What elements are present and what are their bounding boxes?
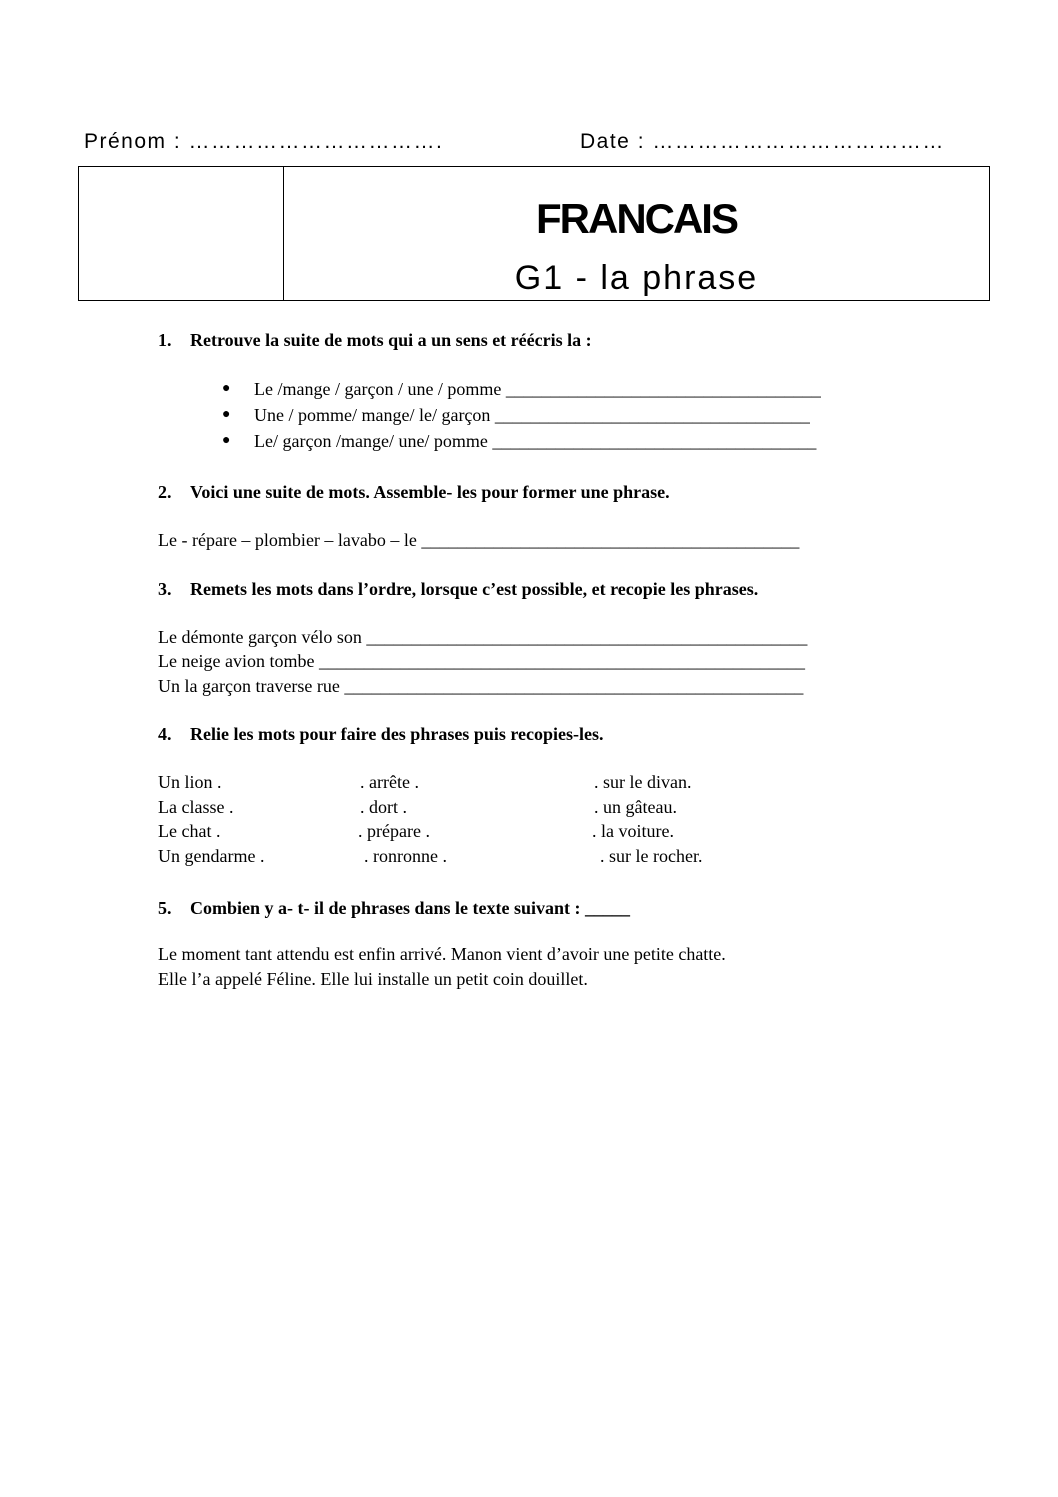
question-4-title — [158, 720, 958, 748]
bullet-icon: ● — [222, 407, 231, 422]
list-item — [158, 376, 958, 402]
list-item-text: Le /mange / garçon / une / pomme ___________________________________ — [254, 379, 821, 399]
question-text: Combien y a- t- il de phrases dans le texte suivant : _____ — [190, 898, 630, 918]
date-field: Date : ………………………………… — [580, 130, 945, 153]
question-5-text-line: Elle l’a appelé Féline. Elle lui installe un petit coin douillet. — [158, 968, 588, 989]
subject-cell: La classe . — [158, 796, 234, 817]
table-row — [158, 795, 958, 820]
table-row — [158, 844, 958, 869]
question-text: Remets les mots dans l’ordre, lorsque c’est possible, et recopie les phrases. — [190, 578, 759, 599]
list-item — [158, 428, 958, 454]
bullet-icon: ● — [222, 433, 231, 448]
complement-cell: . sur le rocher. — [600, 845, 703, 866]
question-number: 1. — [158, 330, 172, 350]
subject-cell: Le chat . — [158, 821, 221, 841]
question-number: 4. — [158, 724, 172, 744]
verb-cell: . prépare . — [358, 821, 430, 841]
verb-cell: . dort . — [360, 796, 407, 817]
question-3-line: Le démonte garçon vélo son _________________________________________________ — [158, 626, 808, 647]
lesson-title: G1 - la phrase — [514, 259, 759, 297]
prenom-field: Prénom : ……………………………. — [84, 130, 444, 153]
list-item — [158, 402, 958, 428]
subject-cell: Un gendarme . — [158, 845, 265, 866]
list-item-text: Une / pomme/ mange/ le/ garçon ___________________________________ — [254, 405, 810, 425]
title-box — [78, 166, 990, 301]
question-5-text-line: Le moment tant attendu est enfin arrivé. Manon vient d’avoir une petite chatte. — [158, 944, 726, 964]
complement-cell: . un gâteau. — [594, 796, 677, 817]
table-row — [158, 770, 958, 795]
header — [84, 130, 994, 160]
question-2-line: Le - répare – plombier – lavabo – le __________________________________________ — [158, 530, 800, 550]
question-number: 2. — [158, 482, 172, 502]
bullet-icon: ● — [222, 381, 231, 396]
verb-cell: . ronronne . — [364, 845, 447, 866]
question-number: 5. — [158, 898, 172, 918]
matching-table — [158, 770, 958, 868]
title-box-left-cell — [79, 167, 284, 300]
question-text: Relie les mots pour faire des phrases puis recopies-les. — [190, 724, 604, 744]
table-row — [158, 819, 958, 844]
question-3-line: Un la garçon traverse rue ___________________________________________________ — [158, 675, 804, 696]
question-2-title — [158, 478, 958, 506]
exercises — [158, 326, 958, 991]
verb-cell: . arrête . — [360, 772, 419, 792]
question-3-title — [158, 575, 958, 603]
question-number: 3. — [158, 578, 172, 599]
question-3-line: Le neige avion tombe ______________________________________________________ — [158, 651, 805, 671]
question-text: Retrouve la suite de mots qui a un sens et réécris la : — [190, 330, 592, 350]
subject-title: FRANCAIS — [536, 195, 737, 242]
question-1-list — [158, 376, 958, 454]
complement-cell: . sur le divan. — [594, 772, 692, 792]
question-text: Voici une suite de mots. Assemble- les pour former une phrase. — [190, 482, 670, 502]
question-1-title — [158, 326, 958, 354]
subject-cell: Un lion . — [158, 772, 222, 792]
complement-cell: . la voiture. — [592, 821, 674, 841]
list-item-text: Le/ garçon /mange/ une/ pomme ____________________________________ — [254, 431, 817, 451]
question-5-title — [158, 894, 958, 922]
